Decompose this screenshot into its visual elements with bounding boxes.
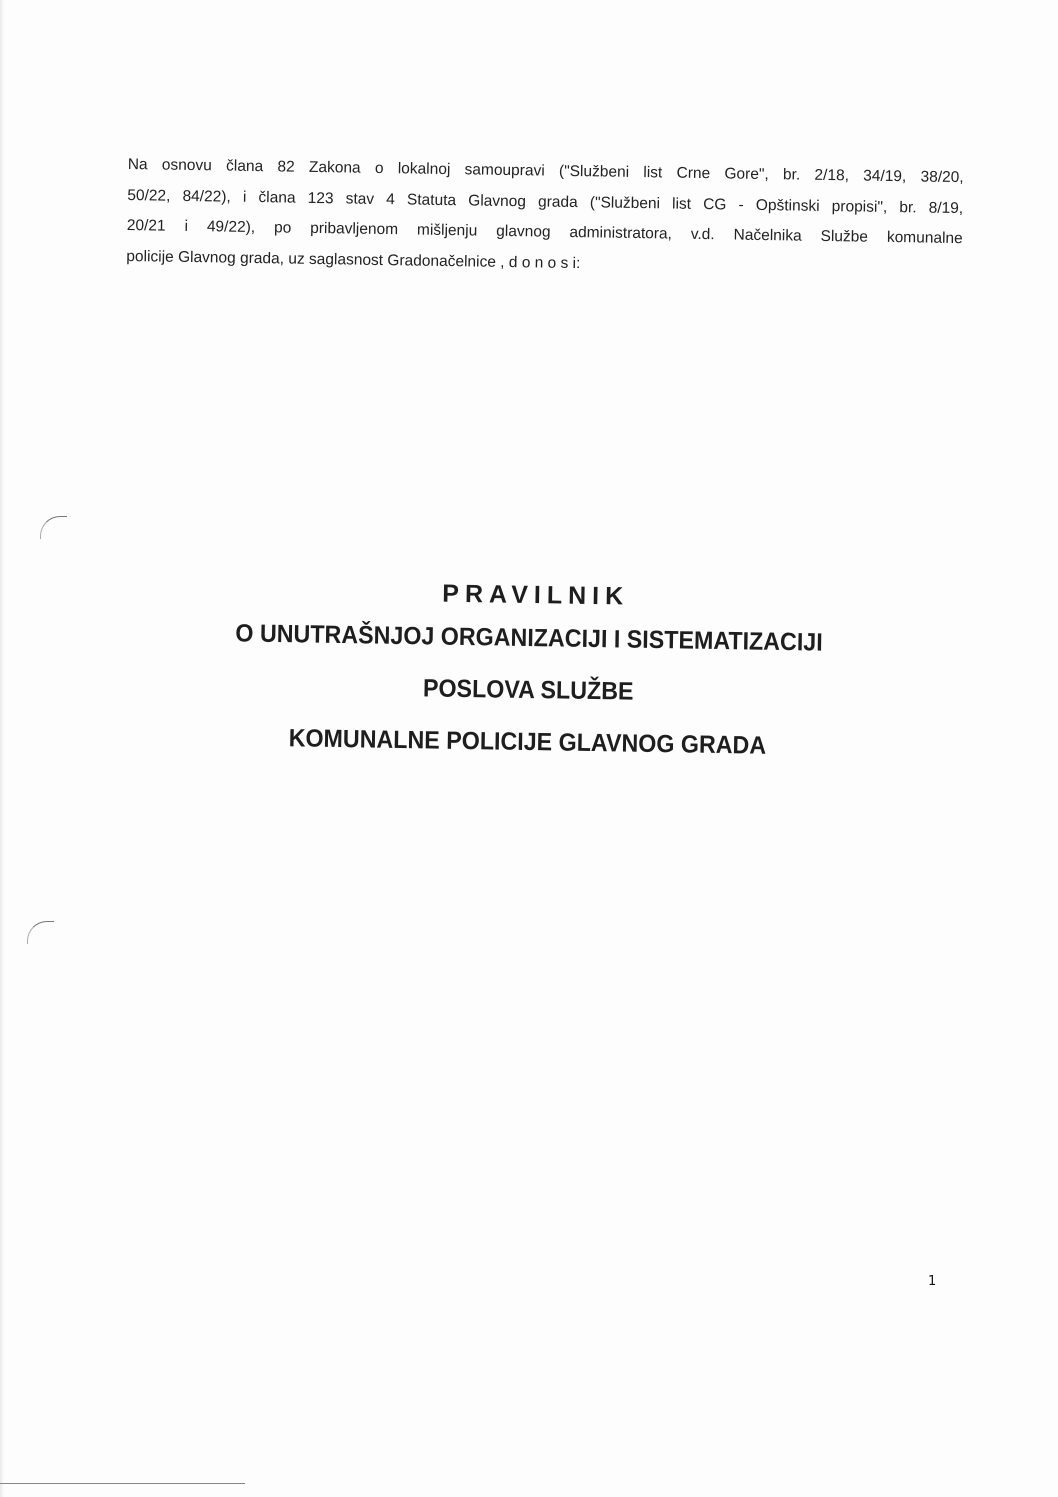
- scan-edge-shadow: [0, 0, 4, 1497]
- preamble-line: Na osnovu člana 82 Zakona o lokalnoj samoupravi ("Službeni list Crne Gore", br. 2/18, 34/19, 38/20,: [127, 155, 964, 187]
- preamble-paragraph: [126, 150, 964, 285]
- document-title: [127, 572, 930, 775]
- punch-hole-mark: [40, 516, 67, 539]
- title-pravilnik: PRAVILNIK: [442, 579, 630, 611]
- page-number: 1: [928, 1274, 937, 1289]
- scan-bottom-edge: [0, 1483, 245, 1484]
- preamble-line: 20/21 i 49/22), po pribavljenom mišljenju glavnog administratora, v.d. Načelnika Službe komunalne: [126, 216, 963, 248]
- title-line: KOMUNALNE POLICIJE GLAVNOG GRADA: [288, 724, 767, 760]
- title-line: O UNUTRAŠNJOJ ORGANIZACIJI I SISTEMATIZACIJI: [235, 619, 823, 657]
- preamble-line: 50/22, 84/22), i člana 123 stav 4 Statuta Glavnog grada ("Službeni list CG - Opštinski propisi", br. 8/19,: [127, 186, 964, 217]
- title-line: POSLOVA SLUŽBE: [422, 674, 634, 706]
- punch-hole-mark: [27, 921, 54, 944]
- preamble-line: policije Glavnog grada, uz saglasnost Gradonačelnice , d o n o s i:: [126, 247, 581, 272]
